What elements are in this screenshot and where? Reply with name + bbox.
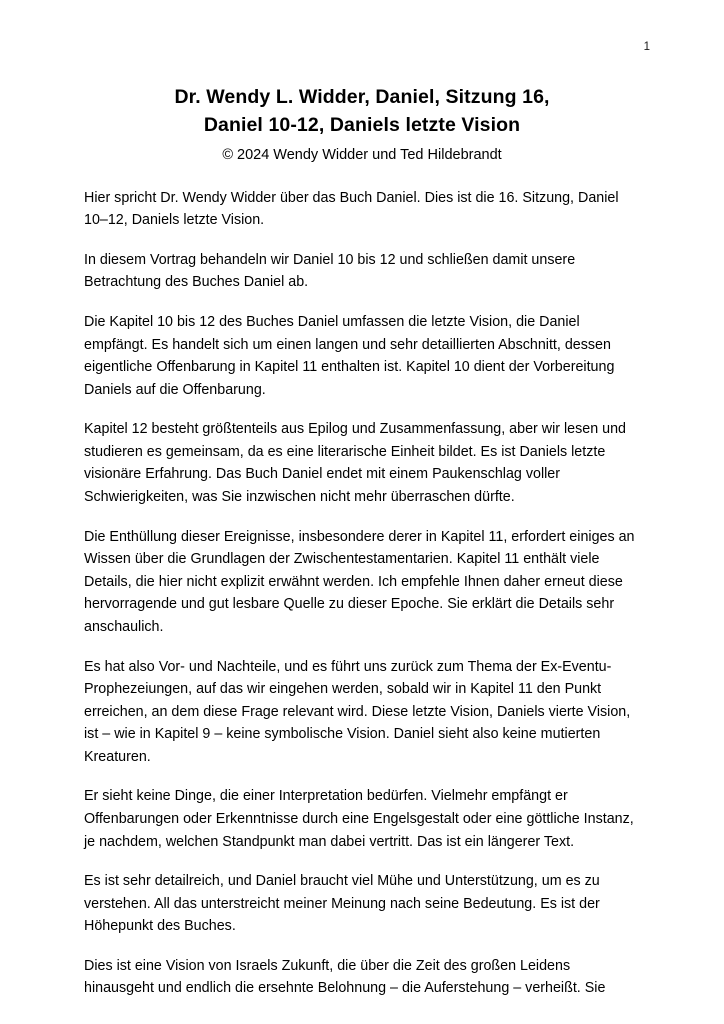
paragraph: Es ist sehr detailreich, und Daniel braucht viel Mühe und Unterstützung, um es zu verstehen. All das unterstreicht meiner Meinung nach seine Bedeutung. Es ist der Höhepunkt des Buches. bbox=[84, 873, 600, 935]
paragraph: Die Kapitel 10 bis 12 des Buches Daniel umfassen die letzte Vision, die Daniel empfängt. Es handelt sich um einen langen und sehr detaillierten Abschnitt, dessen eigentliche Offenbarung in Kapitel 11 enthalten ist. Kapitel 10 dient der Vorbereitung Daniels auf die Offenbarung. bbox=[84, 313, 615, 398]
page-title-line-1: Dr. Wendy L. Widder, Daniel, Sitzung 16, bbox=[174, 86, 550, 108]
paragraph: In diesem Vortrag behandeln wir Daniel 10 bis 12 und schließen damit unsere Betrachtung des Buches Daniel ab. bbox=[84, 251, 576, 291]
paragraph: Kapitel 12 besteht größtenteils aus Epilog und Zusammenfassung, aber wir lesen und studieren es gemeinsam, da es eine literarische Einheit bildet. Es ist Daniels letzte visionäre Erfahrung. Das Buch Daniel endet mit einem Paukenschlag voller Schwierigkeiten, was Sie inzwischen nicht mehr überraschen dürfte. bbox=[84, 421, 627, 506]
paragraph: Dies ist eine Vision von Israels Zukunft, die über die Zeit des großen Leidens hinausgeht und endlich die ersehnte Belohnung – die Auferstehung – verheißt. Sie bbox=[84, 957, 606, 997]
paragraph: Es hat also Vor- und Nachteile, und es führt uns zurück zum Thema der Ex-Eventu-Prophezeiungen, auf das wir eingehen werden, sobald wir in Kapitel 11 den Punkt erreichen, an dem diese Frage relevant wird. Diese letzte Vision, Daniels vierte Vision, ist – wie in Kapitel 9 – keine symbolische Vision. Daniel sieht also keine mutierten Kreaturen. bbox=[84, 658, 631, 765]
paragraph: Hier spricht Dr. Wendy Widder über das Buch Daniel. Dies ist die 16. Sitzung, Daniel 10–12, Daniels letzte Vision. bbox=[84, 189, 619, 229]
page-number: 1 bbox=[643, 41, 650, 53]
page-title bbox=[84, 84, 640, 139]
body-text bbox=[84, 187, 640, 1000]
page-content bbox=[84, 84, 640, 1000]
paragraph: Die Enthüllung dieser Ereignisse, insbesondere derer in Kapitel 11, erfordert einiges an Wissen über die Grundlagen der Zwischentestamentarien. Kapitel 11 enthält viele Details, die hier nicht explizit erwähnt werden. Ich empfehle Ihnen daher erneut diese hervorragende und gut lesbare Quelle zu dieser Epoche. Sie erklärt die Details sehr anschaulich. bbox=[84, 528, 635, 635]
paragraph: Er sieht keine Dinge, die einer Interpretation bedürfen. Vielmehr empfängt er Offenbarungen oder Erkenntnisse durch eine Engelsgestalt oder eine göttliche Instanz, je nachdem, welchen Standpunkt man dabei vertritt. Das ist ein längerer Text. bbox=[84, 788, 634, 850]
copyright-notice: © 2024 Wendy Widder und Ted Hildebrandt bbox=[222, 147, 502, 164]
page-title-line-2: Daniel 10-12, Daniels letzte Vision bbox=[203, 113, 521, 136]
